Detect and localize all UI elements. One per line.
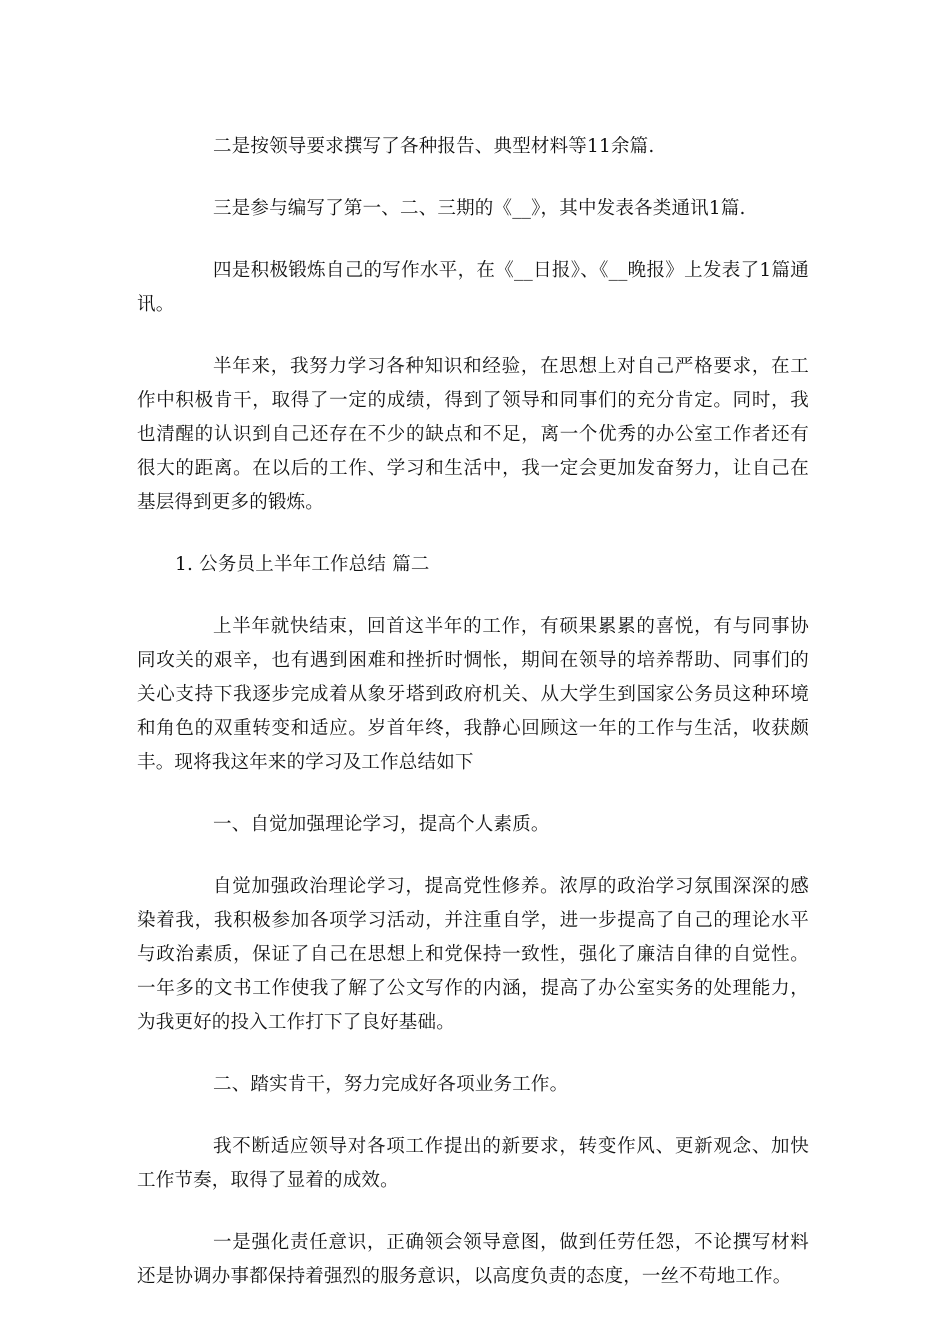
paragraph-reports: 二是按领导要求撰写了各种报告、典型材料等11余篇. bbox=[213, 136, 655, 157]
paragraph-new-requirements: 我不断适应领导对各项工作提出的新要求，转变作风、更新观念、加快工作节奏，取得了显着的成效。 bbox=[137, 1136, 809, 1191]
paragraph-half-year-summary: 半年来，我努力学习各种知识和经验，在思想上对自己严格要求，在工作中积极肯干，取得了一定的成绩，得到了领导和同事们的充分肯定。同时，我也清醒的认识到自己还存在不少的缺点和不足，离一个优秀的办公室工作者还有很大的距离。在以后的工作、学习和生活中，我一定会更加发奋努力，让自己在基层得到更多的锻炼。 bbox=[137, 356, 809, 513]
section-heading-part-two: 1. 公务员上半年工作总结 篇二 bbox=[175, 554, 430, 575]
paragraph-publication: 三是参与编写了第一、二、三期的《__》，其中发表各类通讯1篇. bbox=[213, 198, 746, 219]
paragraph-theory-study: 自觉加强政治理论学习，提高党性修养。浓厚的政治学习氛围深深的感染着我，我积极参加各项学习活动，并注重自学，进一步提高了自己的理论水平与政治素质，保证了自己在思想上和党保持一致性，强化了廉洁自律的自觉性。一年多的文书工作使我了解了公文写作的内涵，提高了办公室实务的处理能力，为我更好的投入工作打下了良好基础。 bbox=[137, 876, 809, 1033]
section-heading-work-duties: 二、踏实肯干，努力完成好各项业务工作。 bbox=[213, 1074, 569, 1095]
document-body bbox=[137, 130, 809, 1322]
paragraph-writing-practice: 四是积极锻炼自己的写作水平，在《__日报》、《__晚报》上发表了1篇通讯。 bbox=[137, 260, 809, 315]
paragraph-introduction: 上半年就快结束，回首这半年的工作，有硕果累累的喜悦，有与同事协同攻关的艰辛，也有遇到困难和挫折时惆怅，期间在领导的培养帮助、同事们的关心支持下我逐步完成着从象牙塔到政府机关、从大学生到国家公务员这种环境和角色的双重转变和适应。岁首年终，我静心回顾这一年的工作与生活，收获颇丰。现将我这年来的学习及工作总结如下 bbox=[137, 616, 809, 773]
paragraph-responsibility: 一是强化责任意识，正确领会领导意图，做到任劳任怨，不论撰写材料还是协调办事都保持着强烈的服务意识，以高度负责的态度，一丝不苟地工作。 bbox=[137, 1232, 809, 1287]
section-heading-theory-study: 一、自觉加强理论学习，提高个人素质。 bbox=[213, 814, 550, 835]
